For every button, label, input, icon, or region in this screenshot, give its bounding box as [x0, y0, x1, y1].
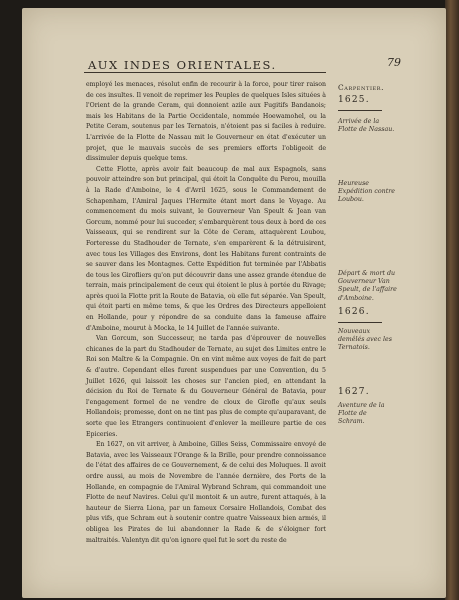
margin-year-rule — [338, 106, 382, 111]
main-text — [86, 80, 326, 546]
margin-note: Heureuse Expédition contre Loubou. — [338, 180, 395, 204]
margin-note: Aventure de la Flotte de Schram. — [338, 402, 385, 426]
page-number: 79 — [387, 56, 401, 69]
margin-year: 1625. — [338, 95, 370, 105]
margin-note: Arrivée de la Flotte de Nassau. — [338, 118, 395, 134]
paragraph: Cette Flotte, après avoir fait beaucoup de mal aux Espagnols, sans pouvoir atteindre son but principal, qui étoit la Conquête du Perou, mouilla à la Rade d'Amboine, le 4 d'Avril 1625, sous le Commandement de Schapenham, l'Amiral Jaques l'Hermite étant mort dans le Voyage. Au commencement du mois suivant, le Gouverneur Van Speult & Jean van Gorcum, nommé pour lui succeder, s'embarquèrent tous deux à bord de ces Vaisseaux, qui se rendirent sur la Côte de Ceram, attaquèrent Loubou, Forteresse du Stadhouder de Ternate, s'en emparèrent & la détruisirent, avec tous les Villages des Environs, dont les Habitans furent contraints de se sauver dans les Montagnes. Cette Expédition fut terminée par l'Abbatis de tous les Girofliers qu'on put découvrir dans une assez grande étendue de terrain, mais principalement de ceux qui étoient le plus à portée du Rivage; après quoi la Flotte prit la Route de Batavia, où elle fut séparée. Van Speult, qui étoit parti en même tems, & que les Ordres des Directeurs appelloient en Hollande, pour y répondre de sa conduite dans la fameuse affaire d'Amboine, mourut à Mocka, le 14 Juillet de l'année suivante. — [86, 165, 327, 332]
paragraph: Van Gorcum, son Successeur, ne tarda pas d'éprouver de nouvelles chicanes de la part du Stadhouder de Ternate, au sujet des Limites entre le Roi son Maître & la Compagnie. On en vint même aux voyes de fait de part & d'autre. Cependant elles furent suspendues par une Convention, du 5 Juillet 1626, qui laissoit les choses sur l'ancien pied, en attendant la décision du Roi de Ternate & du Gouverneur Général de Batavia, pour l'engagement formel de ne vendre de cloux de Girofle qu'aux seuls Hollandois; promesse, dont on ne tint pas plus de compte qu'auparavant, de sorte que les Etrangers continuoient d'enlever la meilleure partie de ces Epiceries. — [86, 335, 326, 438]
running-head: AUX INDES ORIENTALES. — [88, 58, 277, 72]
margin-year-rule — [338, 318, 382, 323]
header-rule — [84, 72, 326, 73]
margin-year: 1627. — [338, 387, 370, 397]
paragraph: En 1627, on vit arriver, à Amboine, Gilles Seiss, Commissaire envoyé de Batavia, avec les Vaisseaux l'Orange & la Brille, pour prendre connoissance de l'état des affaires de ce Gouvernement, & de celui des Moluques. Il avoit ordre aussi, au mois de Novembre de l'année dernière, des Ports de la Hollande, en compagnie de l'Amiral Wybrand Schram, qui commandoit une Flotte de neuf Navires. Celui qu'il montoit & un autre, furent attaqués, à la hauteur de Sierra Liona, par un fameux Corsaire Hollandois, Combat des plus vifs, que Schram eut à soutenir contre quatre Vaisseaux bien armés, il obligea les Pirates de lui abandonner la Rade & de s'éloigner fort maltraités. Valentyn dit qu'on ignore quel fut le sort du reste de — [86, 441, 326, 544]
paragraph: employé les menaces, résolut enfin de recourir à la force, pour tirer raison de ces insultes. Il venoit de reprimer les Peuples de quelques Isles situées à l'Orient de la grande Ceram, qui donnoient azile aux Fugitifs Bandanois; mais les Habitans de la Partie Occidentale, nommée Hoewamohel, ou la Petite Ceram, soutenus par les Ternatois, n'étoient pas si faciles à reduire. L'arrivée de la Flotte de Nassau mit le Gouverneur en état d'exécuter un projet, que le mauvais succès de ses premiers efforts l'obligeoit de dissimuler depuis quelque tems. — [86, 81, 326, 163]
margin-section-head: Carpentier. — [338, 83, 385, 92]
margin-note: Nouveaux demêlés avec les Ternatois. — [338, 328, 392, 352]
book-binding — [445, 0, 459, 600]
margin-note: Départ & mort du Gouverneur Van Speult, de l'affaire d'Amboine. — [338, 270, 397, 302]
page-header — [60, 58, 447, 78]
margin-year: 1626. — [338, 307, 370, 317]
